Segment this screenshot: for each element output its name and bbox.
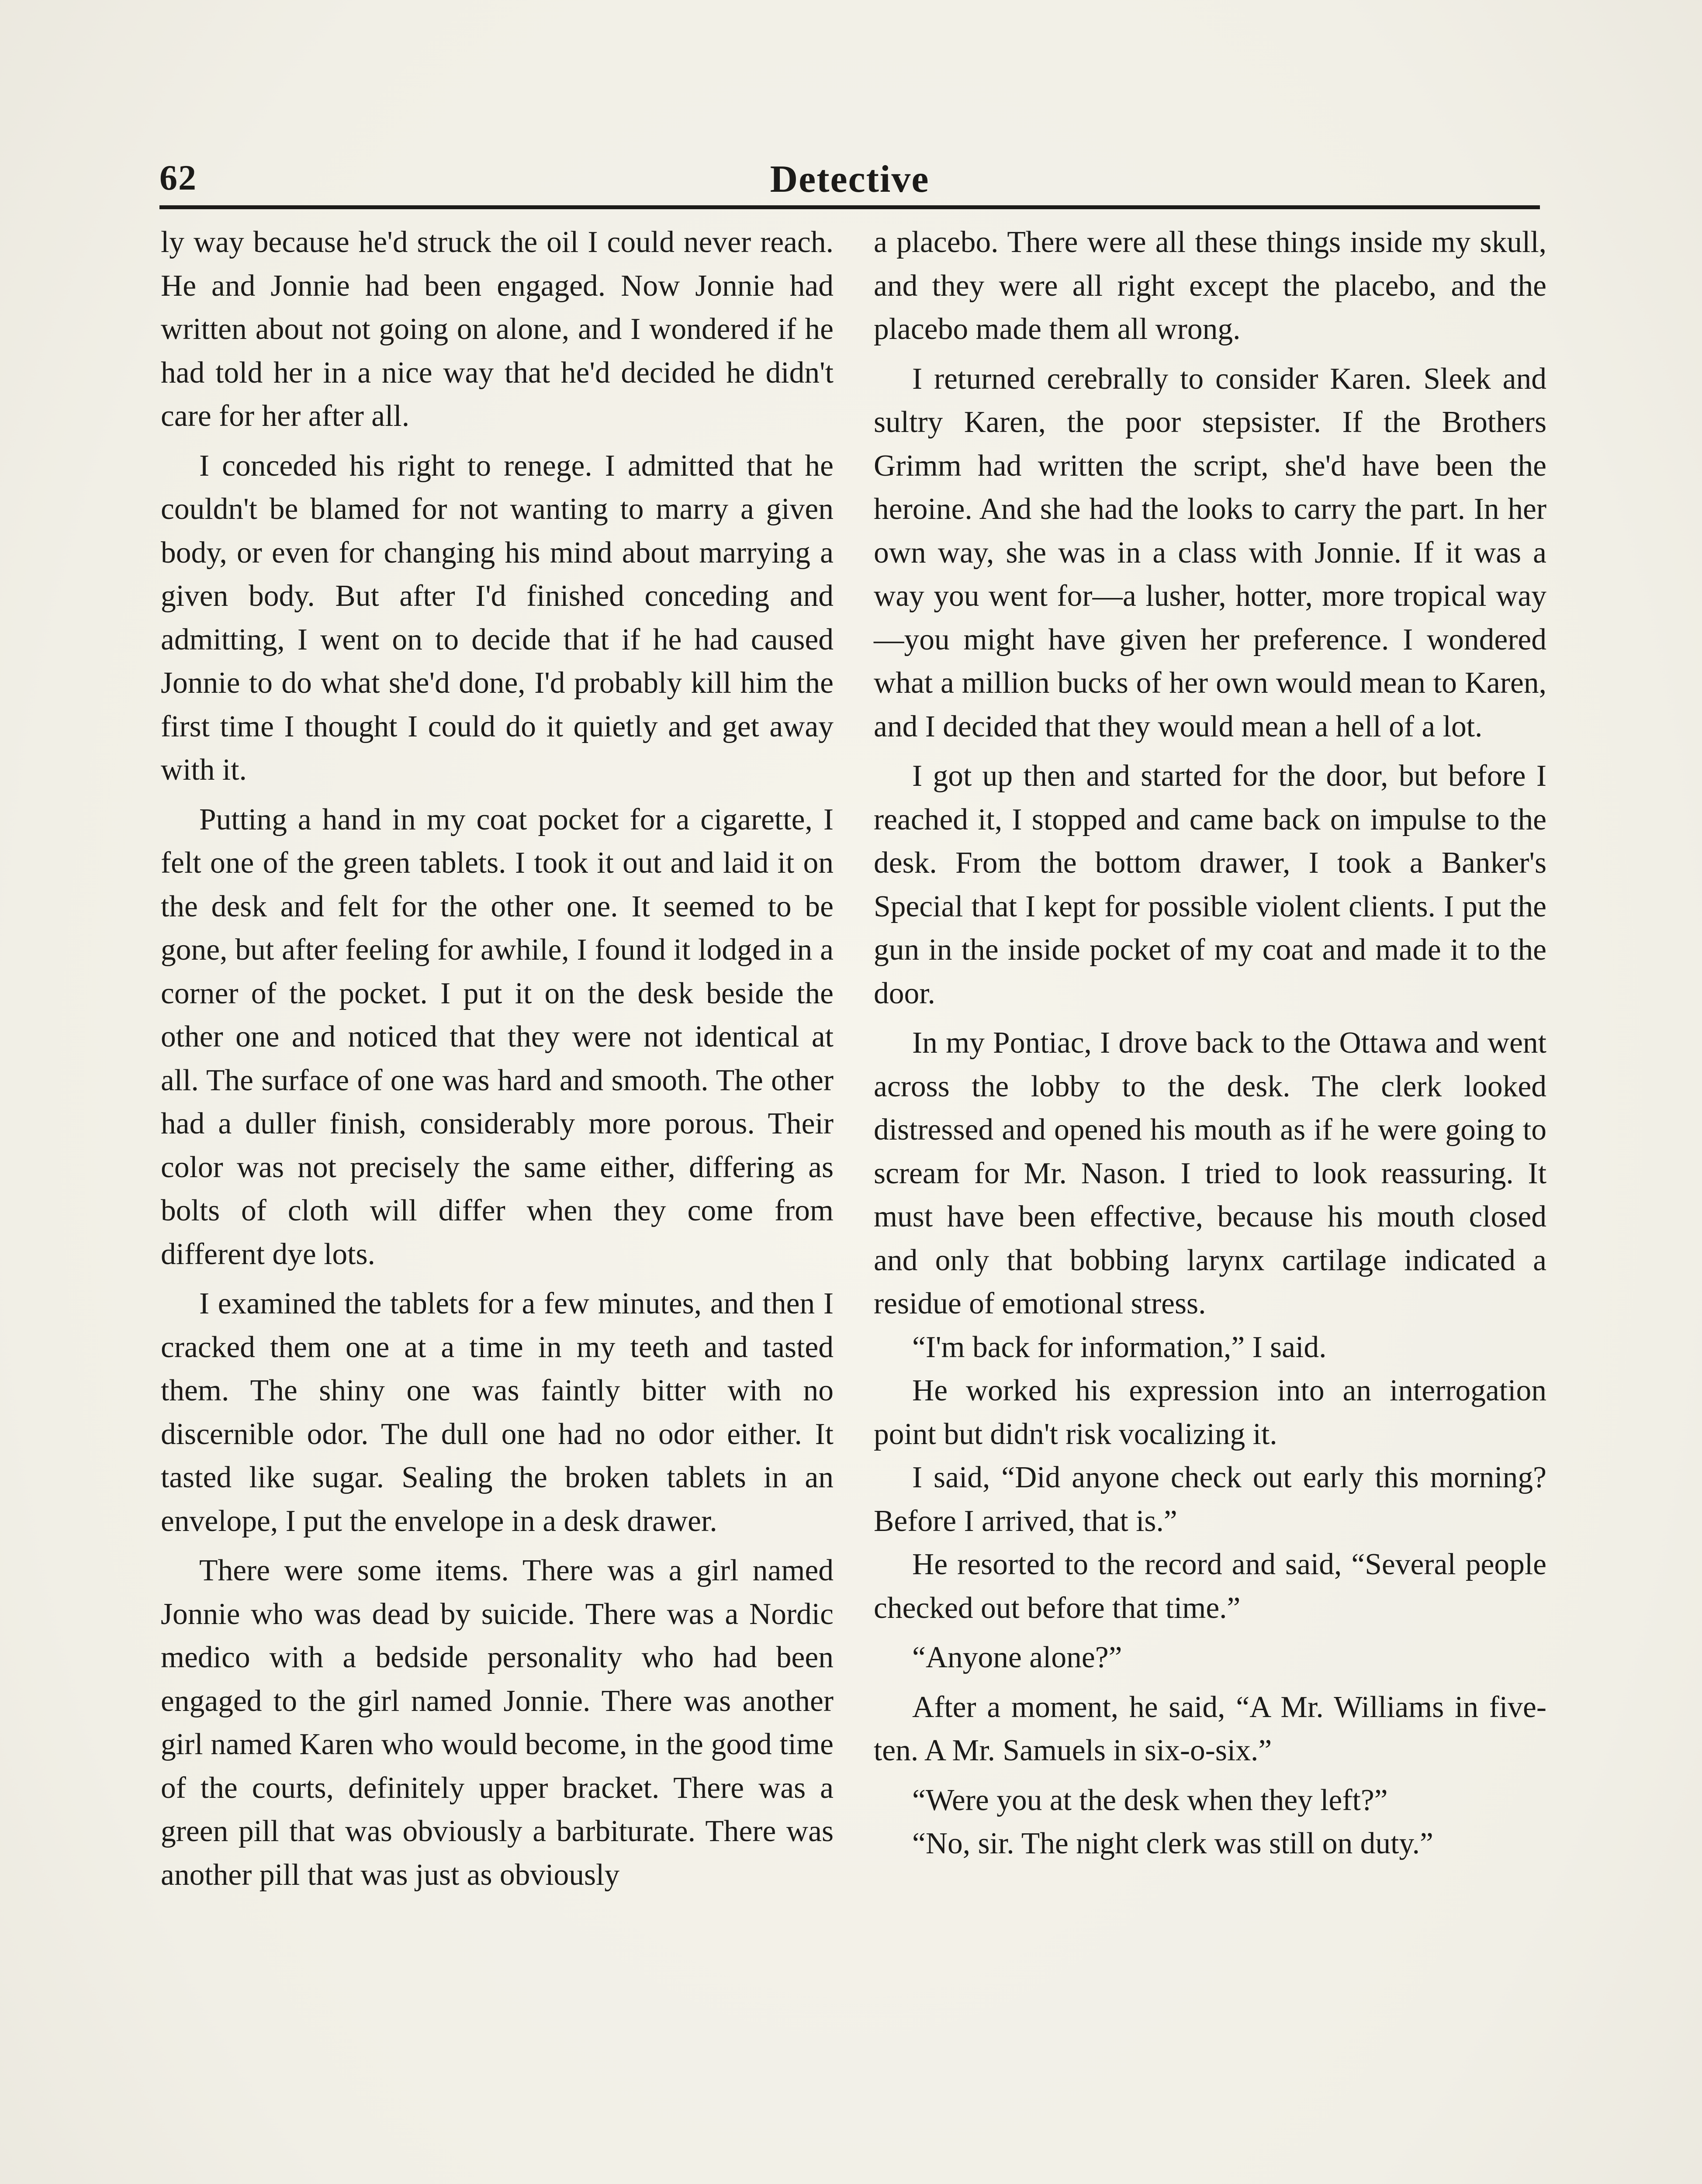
right-column [874,221,1546,1866]
paragraph: There were some items. There was a girl named Jonnie who was dead by suicide. There was a Nordic medico with a bedside personality who had been engaged to the girl named Jonnie. There was another girl named Karen who would become, in the good time of the courts, definitely upper bracket. There was a green pill that was obviously a barbiturate. There was another pill that was just as obviously [161,1554,834,1892]
page-header [159,157,1540,210]
paragraph: I conceded his right to renege. I admitted that he couldn't be blamed for not wanting to marry a given body, or even for changing his mind about marrying a given body. But after I'd finished conceding and admitting, I went on to decide that if he had caused Jonnie to do what she'd done, I'd probably kill him the first time I thought I could do it quietly and get away with it. [161,449,834,787]
paragraph: In my Pontiac, I drove back to the Ottawa and went across the lobby to the desk. The clerk looked distressed and opened his mouth as if he were going to scream for Mr. Nason. I tried to look reassuring. It must have been effective, because his mouth closed and only that bobbing larynx cartilage indicated a residue of emotional stress. [874,1026,1546,1320]
paragraph: I got up then and started for the door, but before I reached it, I stopped and came back on impulse to the desk. From the bottom drawer, I took a Banker's Special that I kept for possible violent clients. I put the gun in the inside pocket of my coat and made it to the door. [874,759,1546,1010]
dialogue-line: “Were you at the desk when they left?” [912,1783,1388,1817]
dialogue-line: “No, sir. The night clerk was still on duty.” [912,1827,1433,1860]
paragraph: I examined the tablets for a few minutes, and then I cracked them one at a time in my teeth and tasted them. The shiny one was faintly bitter with no discernible odor. The dull one had no odor either. It tasted like sugar. Sealing the broken tablets in an envelope, I put the envelope in a desk drawer. [161,1287,834,1538]
page-number: 62 [159,158,197,197]
paragraph: Putting a hand in my coat pocket for a cigarette, I felt one of the green tablets. I took it out and laid it on the desk and felt for the other one. It seemed to be gone, but after feeling for awhile, I found it lodged in a corner of the pocket. I put it on the desk beside the other one and noticed that they were not identical at all. The surface of one was hard and smooth. The other had a duller finish, considerably more porous. Their color was not precisely the same either, differing as bolts of cloth will differ when they come from different dye lots. [161,802,834,1271]
paragraph: He worked his expression into an interrogation point but didn't risk vocalizing it. [874,1374,1546,1451]
running-title: Detective [770,158,930,200]
paragraph: I returned cerebrally to consider Karen. Sleek and sultry Karen, the poor stepsister. If the Brothers Grimm had written the script, she'd have been the heroine. And she had the looks to carry the part. In her own way, she was in a class with Jonnie. If it was a way you went for—a lusher, hotter, more tropical way—you might have given her preference. I wondered what a million bucks of her own would mean to Karen, and I decided that they would mean a hell of a lot. [874,362,1546,743]
left-column [161,221,834,1897]
dialogue-line: “I'm back for information,” I said. [912,1330,1327,1364]
dialogue-line: I said, “Did anyone check out early this morning? Before I arrived, that is.” [874,1461,1546,1538]
paragraph: ly way because he'd struck the oil I could never reach. He and Jonnie had been engaged. Now Jonnie had written about not going on alone, and I wondered if he had told her in a nice way that he'd decided he didn't care for her after all. [161,225,834,433]
dialogue-line: After a moment, he said, “A Mr. Williams in five-ten. A Mr. Samuels in six-o-six.” [874,1690,1546,1767]
paragraph: a placebo. There were all these things inside my skull, and they were all right except the placebo, and the placebo made them all wrong. [874,225,1546,346]
dialogue-line: “Anyone alone?” [912,1641,1122,1674]
dialogue-line: He resorted to the record and said, “Several people checked out before that time.” [874,1548,1546,1625]
header-rule [159,205,1540,209]
